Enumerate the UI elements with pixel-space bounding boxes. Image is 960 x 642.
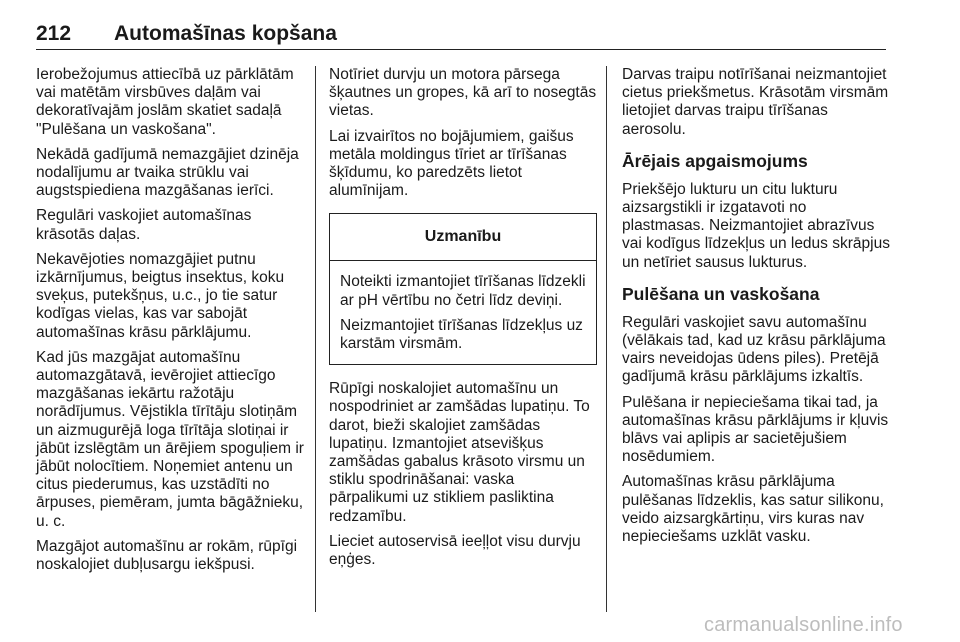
paragraph: Priekšējo lukturu un citu lukturu aizsargstikli ir izgatavoti no plastmasas. Neizmantojiet abrazīvus vai kodīgus līdzekļus un ledus skrāpjus un netīriet sausus lukturus. — [622, 180, 890, 271]
caution-box — [329, 213, 597, 365]
column-1 — [36, 66, 304, 581]
page-number: 212 — [36, 22, 72, 45]
paragraph: Lieciet autoservisā ieeļļot visu durvju eņģes. — [329, 532, 581, 569]
paragraph: Regulāri vaskojiet automašīnas krāsotās daļas. — [36, 207, 252, 243]
page-header — [36, 18, 886, 50]
paragraph: Lai izvairītos no bojājumiem, gaišus metāla moldingus tīriet ar tīrīšanas šķīdumu, ko paredzēts lietot alumīnijam. — [329, 127, 574, 200]
caution-paragraph: Neizmantojiet tīrīšanas līdzekļus uz karstām virsmām. — [340, 316, 583, 353]
section-heading: Pulēšana un vaskošana — [622, 283, 820, 304]
caution-paragraph: Noteikti izmantojiet tīrīšanas līdzekli ar pH vērtību no četri līdz deviņi. — [340, 273, 586, 309]
caution-title: Uzmanību — [330, 214, 596, 261]
paragraph: Regulāri vaskojiet savu automašīnu (vēlākais tad, kad uz krāsu pārklājuma vairs neveidojas ūdens piles). Pretējā gadījumā krāsu pārklājums izkaltīs. — [622, 313, 886, 386]
column-divider-2 — [606, 66, 607, 612]
paragraph: Pulēšana ir nepieciešama tikai tad, ja automašīnas krāsu pārklājums ir kļuvis blāvs vai aplipis ar sacietējušiem nosēdumiem. — [622, 393, 889, 466]
paragraph: Kad jūs mazgājat automašīnu automazgātavā, ievērojiet attiecīgo mazgāšanas iekārtu ražotāju norādījumus. Vējstikla tīrītāju slotiņām un aizmugurējā loga tīrītāja slotiņai ir jābūt izslēgtām un ārējiem spoguļiem ir jābūt nolocītiem. Noņemiet antenu un citus piederumus, kas uzstādīti no ārpuses, piemēram, jumta bāgāžnieku, u. c. — [36, 348, 304, 530]
paragraph: Notīriet durvju un motora pārsega šķautnes un gropes, kā arī to nosegtās vietas. — [329, 66, 597, 120]
watermark: carmanualsonline.info — [704, 614, 903, 636]
section-heading: Ārējais apgaismojums — [622, 150, 808, 171]
column-3 — [622, 66, 890, 553]
paragraph: Automašīnas krāsu pārklājuma pulēšanas līdzeklis, kas satur silikonu, veido aizsargkārtiņu, virs kuras nav nepieciešams uzklāt vasku. — [622, 473, 884, 546]
caution-body — [330, 261, 596, 364]
page-title: Automašīnas kopšana — [114, 22, 337, 45]
paragraph: Mazgājot automašīnu ar rokām, rūpīgi noskalojiet dubļusargu iekšpusi. — [36, 537, 298, 574]
paragraph: Nekavējoties nomazgājiet putnu izkārnījumus, beigtus insektus, koku sveķus, putekšņus, u.c., jo tie satur kodīgas vielas, kas var sabojāt automašīnas krāsu pārklājumu. — [36, 250, 285, 341]
paragraph: Darvas traipu notīrīšanai neizmantojiet cietus priekšmetus. Krāsotām virsmām lietojiet darvas traipu tīrīšanas aerosolu. — [622, 66, 889, 138]
column-2 — [329, 66, 597, 576]
paragraph: Ierobežojumus attiecībā uz pārklātām vai matētām virsbūves daļām vai dekoratīvajām joslām skatiet sadaļā "Pulēšana un vaskošana". — [36, 66, 294, 138]
paragraph: Nekādā gadījumā nemazgājiet dzinēja nodalījumu ar tvaika strūklu vai augstspiediena mazgāšanas ierīci. — [36, 145, 299, 200]
paragraph: Rūpīgi noskalojiet automašīnu un nospodriniet ar zamšādas lupatiņu. To darot, bieži skalojiet zamšādas lupatiņu. Izmantojiet atsevišķus zamšādas gabalus krāsoto virsmu un stiklu spodrināšanai: vaska pārpalikumi uz stikliem pasliktina redzamību. — [329, 380, 590, 525]
column-divider-1 — [315, 66, 316, 612]
